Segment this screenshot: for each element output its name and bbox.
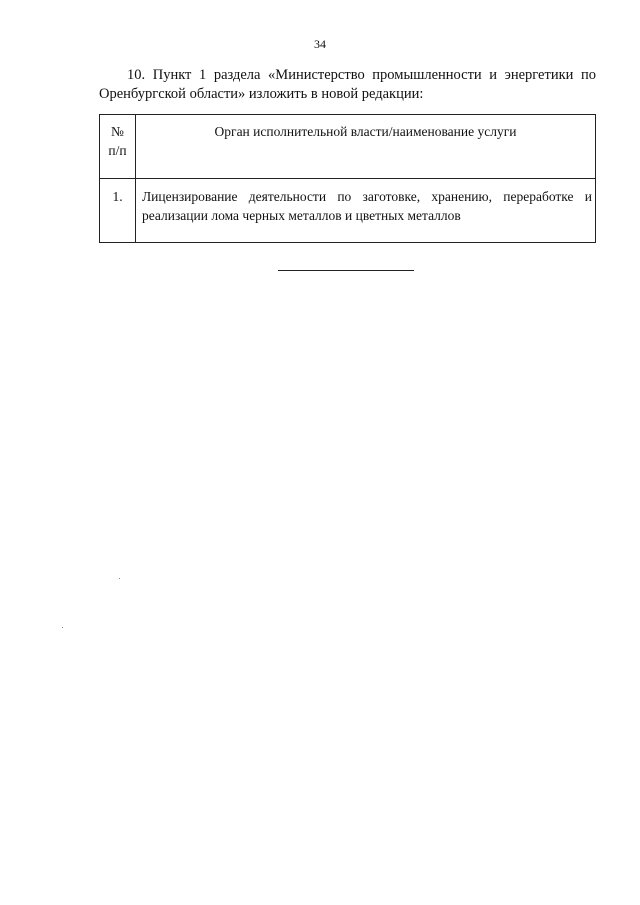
scan-speck — [62, 627, 63, 628]
header-number-label: п/п — [108, 143, 127, 158]
scan-speck — [119, 578, 120, 579]
closing-separator-line — [278, 270, 414, 271]
row-text-line: реализации лома черных металлов и цветных металлов — [142, 208, 461, 223]
header-number-sign: № — [111, 124, 124, 139]
row-text-line: Лицензирование деятельности по заготовке, хранению, переработке и — [142, 189, 592, 204]
page-number: 34 — [314, 37, 326, 51]
header-title-cell: Орган исполнительной власти/наименование услуги — [136, 115, 596, 179]
row-text-cell — [136, 179, 596, 243]
amendment-paragraph — [99, 66, 596, 104]
table-header-row — [100, 115, 596, 179]
paragraph-line: Оренбургской области» изложить в новой редакции: — [99, 86, 424, 102]
paragraph-line: 10. Пункт 1 раздела «Министерство промышленности и энергетики по — [127, 67, 596, 83]
header-number-cell — [100, 115, 136, 179]
services-table — [99, 114, 596, 243]
table-row — [100, 179, 596, 243]
row-number-cell: 1. — [100, 179, 136, 243]
